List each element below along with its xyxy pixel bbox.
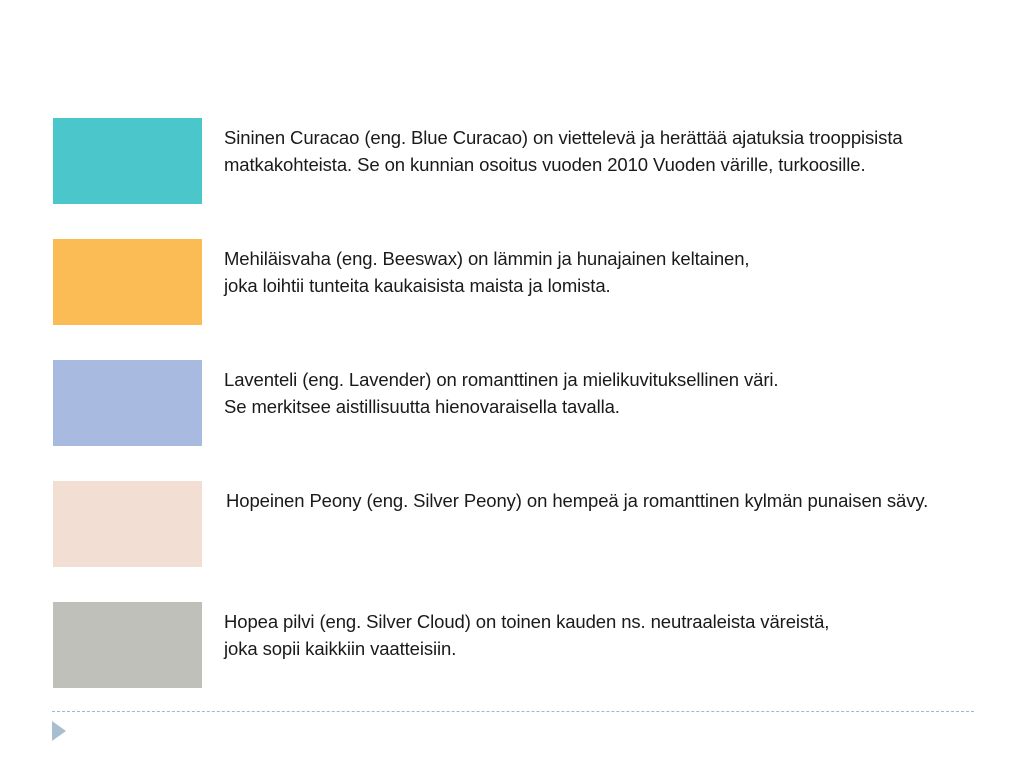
color-description [224, 245, 1014, 299]
footer-divider [52, 711, 974, 712]
description-line: Se merkitsee aistillisuutta hienovaraisella tavalla. [224, 396, 620, 417]
color-description [224, 608, 1014, 662]
color-description [226, 487, 1016, 514]
color-description [224, 124, 1014, 178]
description-line: Hopeinen Peony (eng. Silver Peony) on hempeä ja romanttinen kylmän punaisen sävy. [226, 490, 929, 511]
color-swatch [53, 360, 202, 446]
description-line: joka loihtii tunteita kaukaisista maista ja lomista. [224, 275, 611, 296]
description-line: Mehiläisvaha (eng. Beeswax) on lämmin ja hunajainen keltainen, [224, 248, 750, 269]
color-swatch [53, 481, 202, 567]
description-line: Laventeli (eng. Lavender) on romanttinen ja mielikuvituksellinen väri. [224, 369, 779, 390]
color-item-lavender [53, 360, 1013, 446]
color-swatch [53, 602, 202, 688]
color-description [224, 366, 1014, 420]
color-swatch [53, 118, 202, 204]
description-line: joka sopii kaikkiin vaatteisiin. [224, 638, 457, 659]
color-swatch [53, 239, 202, 325]
description-line: Hopea pilvi (eng. Silver Cloud) on toinen kauden ns. neutraaleista väreistä, [224, 611, 830, 632]
color-item-beeswax [53, 239, 1013, 325]
description-line: Sininen Curacao (eng. Blue Curacao) on viettelevä ja herättää ajatuksia trooppisista [224, 127, 903, 148]
color-item-blue-curacao [53, 118, 1013, 204]
color-item-silver-peony [53, 481, 1013, 567]
color-item-silver-cloud [53, 602, 1013, 688]
description-line: matkakohteista. Se on kunnian osoitus vuoden 2010 Vuoden värille, turkoosille. [224, 154, 866, 175]
triangle-right-icon [52, 721, 66, 741]
